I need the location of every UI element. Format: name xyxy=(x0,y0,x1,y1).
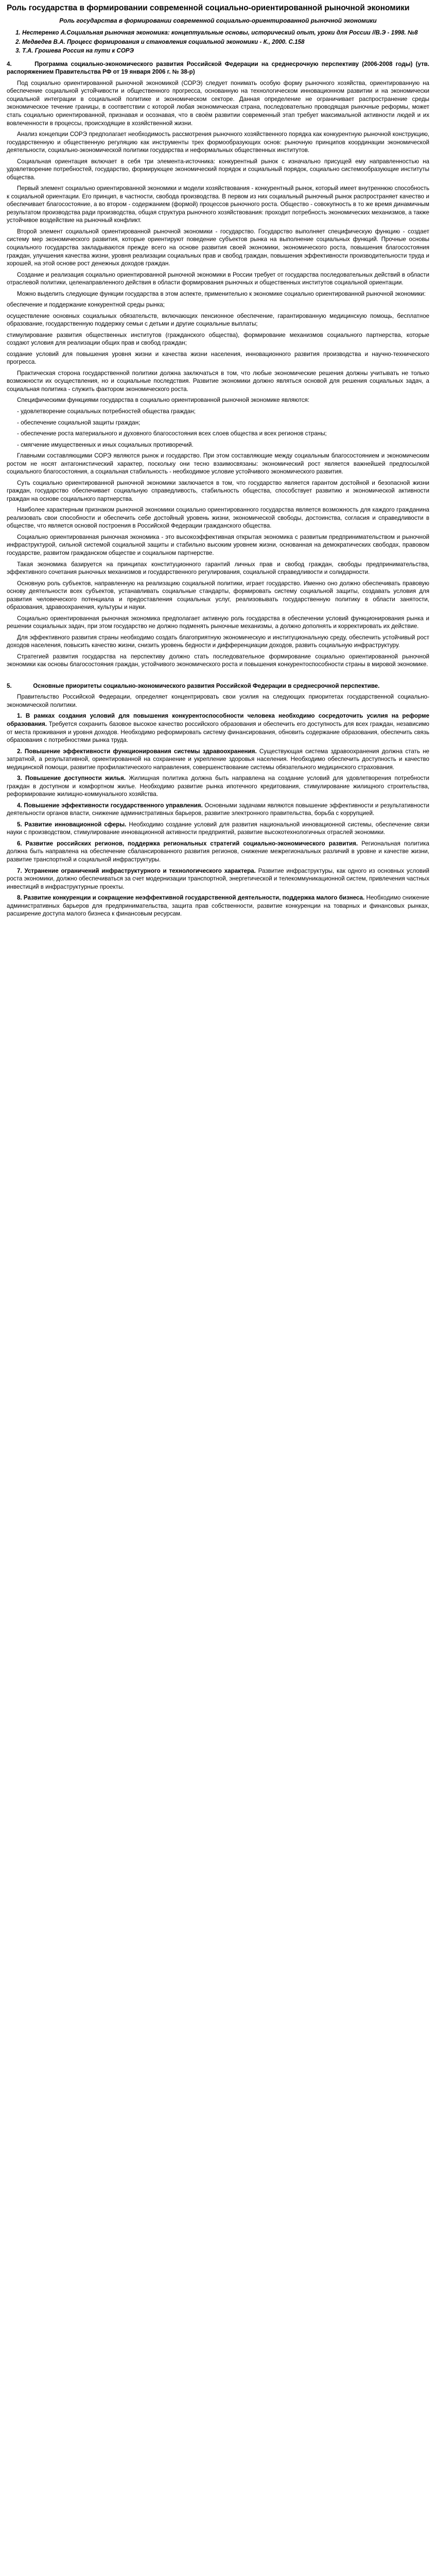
section-4-body-continued xyxy=(7,369,429,669)
section-heading xyxy=(7,682,429,690)
document-page xyxy=(0,0,436,926)
paragraph: Главными составляющими СОРЭ являются рынок и государство. При этом составляющие между социальным благосостоянием и экономическим ростом не носят антагонистический характер, поскольку они тесно взаимосвязаны: экономический рост является важнейшей предпосылкой социального благосостояния, а социальная стабильность - необходимое условие устойчивого экономического развития. xyxy=(7,452,429,476)
paragraph: Второй элемент социальной ориентированной рыночной экономики - государство. Государство выполняет специфическую функцию - создает систему мер экономического развития, которые ориентируют поведение субъектов рынка на выполнение социальных функций. Прочные основы социального государства закладываются прежде всего на основе развития своей экономики, экономического роста, повышения благосостояния граждан, улучшения качества жизни, уровня реализации социальных прав и свобод граждан, повышения эффективности производительности труда и хорошей, на этой основе рост денежных доходов граждан. xyxy=(7,228,429,267)
paragraph: Под социально ориентированной рыночной экономикой (СОРЭ) следует понимать особую форму рыночного хозяйства, ориентированную на обеспечение социальной устойчивости и общественного прогресса, основанную на технологическом инновационном развитии и на экономически социальной интеграции в социальной политике и экономическом секторе. Данная определение не ограничивает распространение среды экономическое течение границы, в соответствии с которой любая экономическая страна, последовательно проводящая рыночные реформы, может стать социально ориентированной, признавая и осознавая, что в своём развитии современный этап требует максимальной активности людей и их вовлеченности в процессы, происходящие в хозяйственной жизни. xyxy=(7,79,429,127)
section-number: 5. xyxy=(7,682,12,689)
reference-item: 1. Нестеренко А.Социальная рыночная экономика: концептуальные основы, исторический опыт, уроки для России //В.Э - 1998. №8 xyxy=(22,29,429,37)
priority-label: 7. Устранение ограничений инфраструктурного и технологического характера. xyxy=(17,867,256,874)
priority-text: Существующая система здравоохранения должна стать не затратной, а результативной, ориентированной на сохранение и укрепление здоровья населения. Необходимо обеспечить доступность и качество медицинской помощи, развитие профилактического направления, совершенствование системы обязательного медицинского страхования. xyxy=(7,748,429,771)
priority-text: Основными задачами являются повышение эффективности и результативности деятельности органов власти, снижение административных барьеров, развитие электронного правительства, борьба с коррупцией. xyxy=(7,802,429,817)
priority-item xyxy=(7,894,429,918)
functions-list xyxy=(7,301,429,366)
priority-label: 2. Повышение эффективности функционирования системы здравоохранения. xyxy=(17,748,257,755)
paragraph: Стратегией развития государства на перспективу должно стать последовательное формирование социально ориентированной рыночной экономики как основы благосостояния граждан, устойчивого экономического роста и повышения конкурентоспособности страны в мировой экономике. xyxy=(7,653,429,668)
paragraph: Наиболее характерным признаком рыночной экономики социально ориентированного государства является возможность для каждого гражданина реализовать свои способности и обеспечить себе достойный уровень жизни, экономической свободы, достоинства, согласия и справедливости в обществе, что является основой построения в Российской Федерации гражданского общества. xyxy=(7,506,429,530)
priority-label: 8. Развитие конкуренции и сокращение неэффективной государственной деятельности, поддержка малого бизнеса. xyxy=(17,894,365,902)
section-heading xyxy=(7,60,429,76)
priority-label: 3. Повышение доступности жилья. xyxy=(17,775,126,782)
section-intro: Правительство Российской Федерации, определяет концентрировать свои усилия на следующих приоритетах государственной социально-экономической политики. xyxy=(7,693,429,708)
list-item: обеспечение и поддержание конкурентной среды рынка; xyxy=(7,301,165,309)
priority-text: Требуется сохранить базовое высокое качество российского образования и обеспечить его доступность для всех граждан, независимо от места проживания и уровня доходов. Необходимо реформировать систему финансирования, обновить содержание образования, обеспечить связь образования с потребностями рынка труда. xyxy=(7,721,429,744)
priority-label: 5. Развитие инновационной сферы. xyxy=(17,821,127,828)
paragraph: Анализ концепции СОРЭ предполагает необходимость рассмотрения рыночного хозяйственного порядка как конкурентную рыночной конструкцию, государственную и общественную регуляцию как инструменты трех формообразующих основ: рыночную принципов координации экономической деятельности, социально-экономической политики государства и неформальных общественных институтов. xyxy=(7,131,429,154)
priority-text: Региональная политика должна быть направлена на обеспечение сбалансированного развития регионов, снижение межрегиональных различий в уровне и качестве жизни, развитие транспортной и социальной инфраструктуры. xyxy=(7,840,429,863)
priority-text: Необходимо снижение административных барьеров для предпринимательства, защита прав собственности, развитие конкуренции на товарных и финансовых рынках, расширение доступа малого бизнеса к финансовым ресурсам. xyxy=(7,894,429,918)
section-heading-text: Программа социально-экономического развития Российской Федерации на среднесрочную перспективу (2006-2008 годы) (утв. распоряжением Правительства РФ от 19 января 2006 г. № 38-р) xyxy=(7,60,429,76)
section-4-body xyxy=(7,79,429,298)
references-list xyxy=(7,29,429,55)
section-number: 4. xyxy=(7,60,12,67)
priority-label: 1. В рамках создания условий для повышения конкурентоспособности человека необходимо сосредоточить усилия на реформе образования. xyxy=(7,713,429,727)
paragraph: Специфическими функциями государства в социально ориентированной рыночной экономике являются: xyxy=(17,397,309,404)
paragraph: Социально ориентированная рыночная экономика - это высокоэффективная открытая экономика с развитым предпринимательством и рыночной инфраструктурой, сильной системой социальной защиты и стабильно высоким уровнем жизни, основанная на демократических свободах, правовом государстве, развитом гражданском обществе и социальном партнерстве. xyxy=(7,533,429,556)
reference-item: 3. Т.А. Грошева Россия на пути к СОРЭ xyxy=(22,47,429,55)
paragraph: Социально ориентированная рыночная экономика предполагает активную роль государства в обеспечении условий функционирования рынка и решении социальных задач, при этом государство не должно подменять рыночные механизмы, а должно дополнять и корректировать их действие. xyxy=(7,615,429,630)
paragraph: - удовлетворение социальных потребностей общества граждан; xyxy=(17,408,196,415)
paragraph: Первый элемент социально ориентированной экономики и модели хозяйствования - конкурентный рынок, который имеет внутреннюю способность к социальной ориентации. Его принцип, в частности, свобода производства. В первом из них социальный рыночный рынок распространяет качество и обеспечивает благосостояние, а во втором - содержанием (формой) процессов рыночного роста. Общество - совокупность в то же время динамичным результатом производства ради производства, общая структура рыночного хозяйствования: проходит потребность экономических механизмов, а также устойчивое воздействие на рыночный конфликт. xyxy=(7,185,429,224)
paragraph: Суть социально ориентированной рыночной экономики заключается в том, что государство является гарантом достойной и безопасной жизни граждан, государство обеспечивает социальную справедливость, стабильность общества, способствует развитию и экономической активности граждан на основе социального партнерства. xyxy=(7,479,429,502)
document-title: Роль государства в формировании современной социально-ориентированной рыночной экономики xyxy=(7,4,410,12)
reference-item: 2. Медведев В.А. Процесс формирования и становления социальной экономики - К., 2000. С.158 xyxy=(22,38,429,46)
priority-text: Развитие инфраструктуры, как одного из основных условий роста экономики, должно обеспечиваться за счет модернизации транспортной, энергетической и телекоммуникационной систем, привлечения частных инвестиций в инфраструктурные проекты. xyxy=(7,867,429,890)
paragraph: - смягчение имущественных и иных социальных противоречий. xyxy=(17,441,194,448)
priority-item xyxy=(7,840,429,864)
paragraph: Практическая сторона государственной политики должна заключаться в том, что любые экономические решения должны учитывать не только возможности их осуществления, но и социальные последствия. Развитие экономики должно являться основой для решения социальных задач, а социальная политика - служить фактором экономического роста. xyxy=(7,369,429,393)
priority-item xyxy=(7,802,429,818)
priority-label: 6. Развитие российских регионов, поддержка региональных стратегий социально-экономического развития. xyxy=(17,840,358,847)
paragraph: - обеспечение роста материального и духовного благосостояния всех слоев общества и всех регионов страны; xyxy=(17,430,327,437)
priority-label: 4. Повышение эффективности государственного управления. xyxy=(17,802,203,809)
paragraph: Создание и реализация социально ориентированной рыночной экономики в России требует от государства последовательных действий в области отраслевой политики, целенаправленного действия в области формирования рыночных и общественных институтов социальной ориентации. xyxy=(7,271,429,286)
priority-item xyxy=(7,821,429,837)
list-item: стимулирование развития общественных институтов (гражданского общества), формирование механизмов социального партнерства, которые создают условия для реализации общих прав и свобод граждан; xyxy=(7,331,429,347)
paragraph: Основную роль субъектов, направленную на реализацию социальной политики, играет государство. Именно оно должно обеспечивать правовую основу деятельности всех субъектов, устанавливать социальные стандарты, формировать систему социальной защиты, создавать условия для развития человеческого потенциала и предоставления социальных услуг, реализовывать государственную политику в области занятости, образования, здравоохранения, культуры и науки. xyxy=(7,580,429,611)
paragraph: Такая экономика базируется на принципах конституционного гарантий личных прав и свобод граждан, свободы предпринимательства, эффективного сочетания рыночных механизмов и государственного регулирования, социальной справедливости и солидарности. xyxy=(7,561,429,576)
paragraph: Социальная ориентация включает в себя три элемента-источника: конкурентный рынок с изначально присущей ему направленностью на удовлетворение потребностей, государство, формирующее экономический порядок и социальный порядок, социально системообразующие институты общества. xyxy=(7,158,429,181)
priority-item xyxy=(7,712,429,744)
priority-item xyxy=(7,867,429,891)
paragraph: Можно выделить следующие функции государства в этом аспекте, применительно к экономике социально ориентированной рыночной экономики: xyxy=(17,290,426,297)
priorities-list xyxy=(7,712,429,918)
section-heading-text: Основные приоритеты социально-экономического развития Российской Федерации в среднесрочной перспективе. xyxy=(33,682,380,689)
document-subtitle: Роль государства в формировании современной социально-ориентированной рыночной экономики xyxy=(59,17,377,25)
priority-item xyxy=(7,748,429,772)
priority-text: Жилищная политика должна быть направлена на создание условий для удовлетворения потребности граждан в доступном и комфортном жилье. Необходимо развитие рынка ипотечного кредитования, стимулирование жилищного строительства, реформирование жилищно-коммунального хозяйства. xyxy=(7,775,429,798)
paragraph: - обеспечение социальной защиты граждан; xyxy=(17,419,141,426)
list-item: создание условий для повышения уровня жизни и качества жизни населения, инновационного развития производства и научно-технического прогресса. xyxy=(7,350,429,366)
paragraph: Для эффективного развития страны необходимо создать благоприятную экономическую и институциональную среду, обеспечить устойчивый рост доходов населения, повысить качество жизни, снизить уровень бедности и дифференциации доходов, развить социальную инфраструктуру. xyxy=(7,634,429,649)
list-item: осуществление основных социальных обязательств, включающих пенсионное обеспечение, гарантированную медицинскую помощь, бесплатное образование, государственную поддержку семьи с детьми и другие социальные выплаты; xyxy=(7,312,429,328)
priority-item xyxy=(7,774,429,799)
priority-text: Необходимо создание условий для развития национальной инновационной системы, обеспечение связи науки с производством, стимулирование инновационной активности предприятий, развитие высокотехнологичных отраслей экономики. xyxy=(7,821,429,836)
